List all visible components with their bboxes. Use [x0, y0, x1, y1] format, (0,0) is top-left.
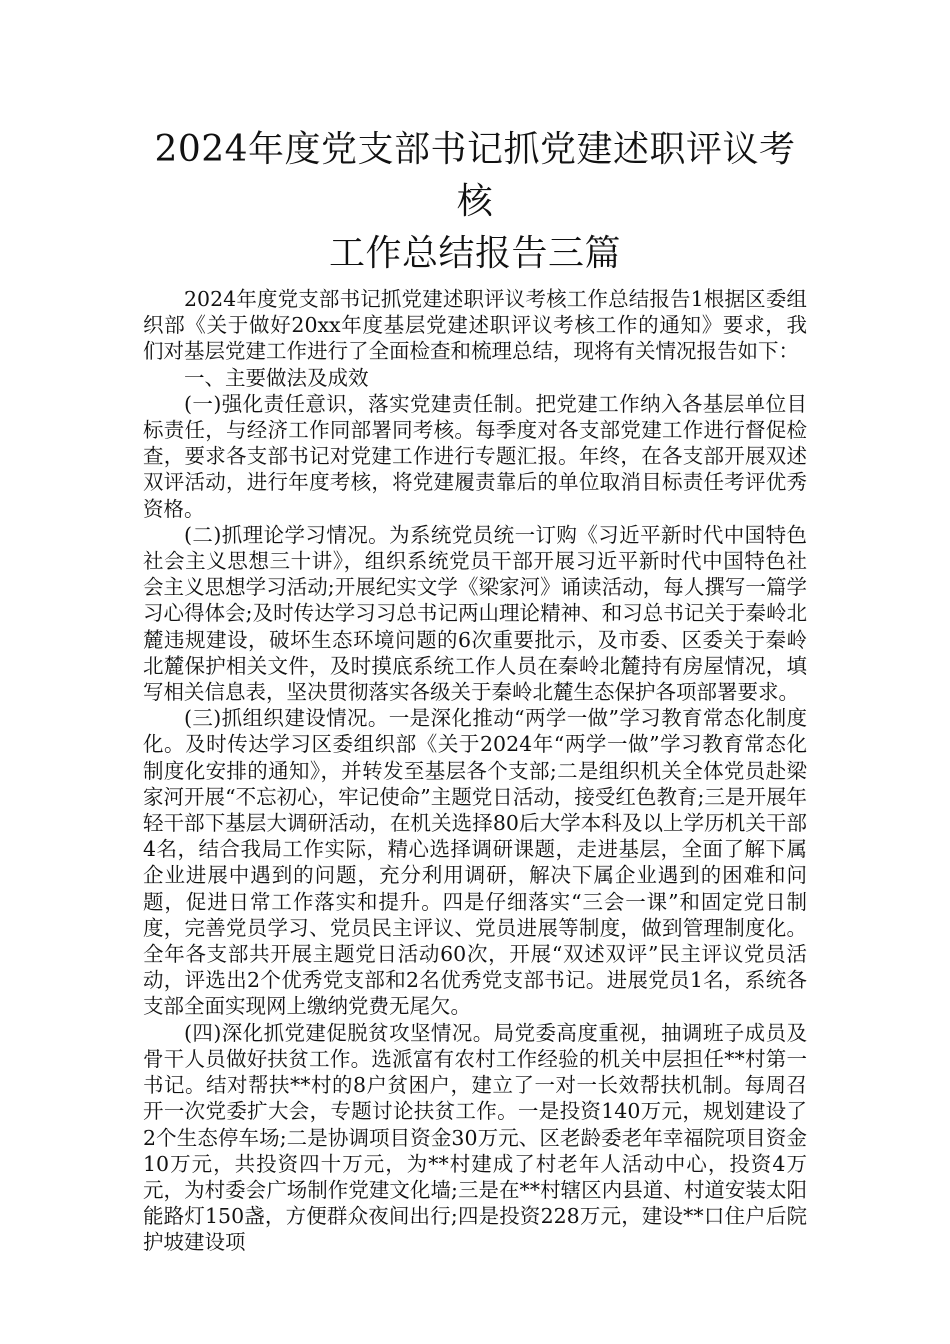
paragraph-organization-building: (三)抓组织建设情况。一是深化推动“两学一做”学习教育常态化制度化。及时传达学习区委组织部《关于2024年“两学一做”学习教育常态化制度化安排的通知》，并转发至基层各个支部;二是组织机关全体党员赴梁家河开展“不忘初心，牢记使命”主题党日活动，接受红色教育;三是开展年轻干部下基层大调研活动，在机关选择80后大学本科及以上学历机关干部4名，结合我局工作实际，精心选择调研课题，走进基层，全面了解下属企业进展中遇到的问题，充分利用调研，解决下属企业遇到的困难和问题，促进日常工作落实和提升。四是仔细落实“三会一课”和固定党日制度，完善党员学习、党员民主评议、党员进展等制度，做到管理制度化。全年各支部共开展主题党日活动60次，开展“双述双评”民主评议党员活动，评选出2个优秀党支部和2名优秀党支部书记。进展党员1名，系统各支部全面实现网上缴纳党费无尾欠。: [143, 706, 807, 1019]
intro-paragraph: 2024年度党支部书记抓党建述职评议考核工作总结报告1根据区委组织部《关于做好20xx年度基层党建述职评议考核工作的通知》要求，我们对基层党建工作进行了全面检查和梳理总结，现将有关情况报告如下：: [143, 287, 807, 364]
paragraph-poverty-alleviation: (四)深化抓党建促脱贫攻坚情况。局党委高度重视，抽调班子成员及骨干人员做好扶贫工作。选派富有农村工作经验的机关中层担任**村第一书记。结对帮扶**村的8户贫困户，建立了一对一长效帮扶机制。每周召开一次党委扩大会，专题讨论扶贫工作。一是投资140万元，规划建设了2个生态停车场;二是协调项目资金30万元、区老龄委老年幸福院项目资金10万元，共投资四十万元，为**村建成了村老年人活动中心，投资4万元，为村委会广场制作党建文化墙;三是在**村辖区内县道、村道安装太阳能路灯150盏，方便群众夜间出行;四是投资228万元，建设**口住户后院护坡建设项: [143, 1020, 807, 1255]
document-title: [143, 124, 807, 280]
title-line-2: 工作总结报告三篇: [328, 233, 621, 274]
paragraph-responsibility: (一)强化责任意识，落实党建责任制。把党建工作纳入各基层单位目标责任，与经济工作同部署同考核。每季度对各支部党建工作进行督促检查，要求各支部书记对党建工作进行专题汇报。年终，在各支部开展双述双评活动，进行年度考核，将党建履责靠后的单位取消目标责任考评优秀资格。: [143, 391, 807, 521]
section-heading-main-practices: 一、主要做法及成效: [184, 365, 369, 390]
title-line-1: 2024年度党支部书记抓党建述职评议考核: [154, 129, 796, 222]
document-page: [143, 124, 807, 1256]
paragraph-theory-study: (二)抓理论学习情况。为系统党员统一订购《习近平新时代中国特色社会主义思想三十讲》，组织系统党员干部开展习近平新时代中国特色社会主义思想学习活动;开展纪实文学《梁家河》诵读活动，每人撰写一篇学习心得体会;及时传达学习习总书记两山理论精神、和习总书记关于秦岭北麓违规建设，破坏生态环境问题的6次重要批示，及市委、区委关于秦岭北麓保护相关文件，及时摸底系统工作人员在秦岭北麓持有房屋情况，填写相关信息表，坚决贯彻落实各级关于秦岭北麓生态保护各项部署要求。: [143, 522, 807, 705]
document-body: [143, 286, 807, 1256]
